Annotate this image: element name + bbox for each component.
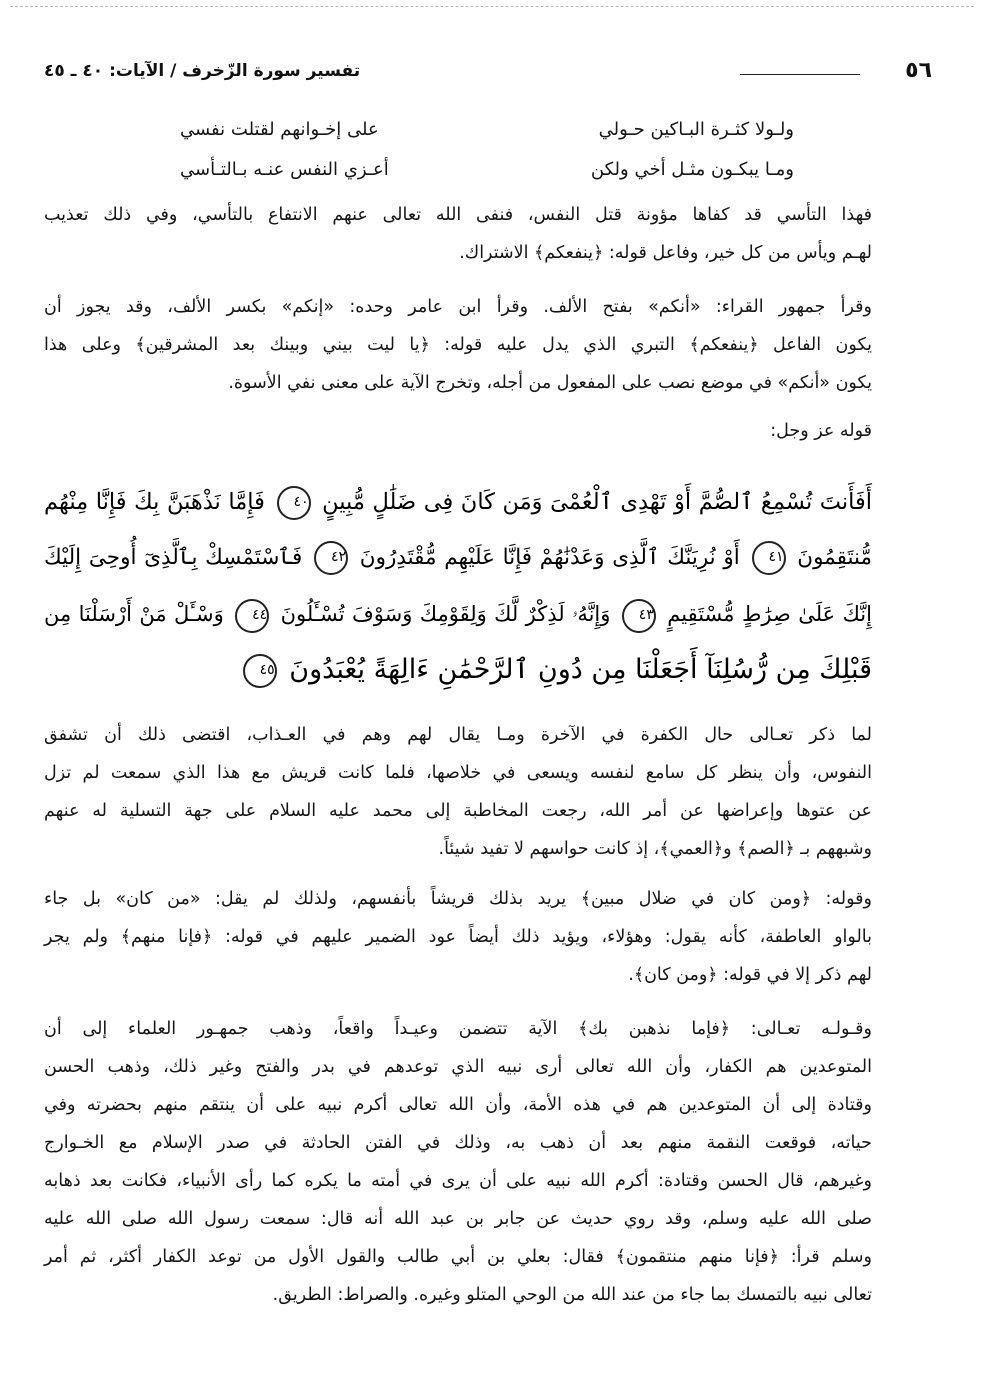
ayah-number: ٤٥ <box>243 654 277 688</box>
poem-verse <box>180 150 794 190</box>
quran-text: وَسْـَٔلْ مَنْ أَرْسَلْنَا مِن <box>44 602 224 626</box>
text-line: تعالى نبيه بالتمسك بما جاء من عند الله من الوحي المتلو وغيره. والصراط: الطريق. <box>272 1285 872 1305</box>
ayah-number: ٤٤ <box>235 599 269 633</box>
quran-line <box>44 586 872 642</box>
quran-text: إِنَّكَ عَلَىٰ صِرَٰطٍ مُّسْتَقِيمٍ <box>667 602 872 626</box>
text-line: يكون «أنكم» في موضع نصب على المفعول من أجله، وتخرج الآية على معنى نفي الأسوة. <box>228 373 872 393</box>
text-line: النفوس، وأن ينظر كل سامع لنفسه ويسعى في خلاصها، فلما كانت قريش مع هذا الذي سمعت لم تزل <box>44 763 872 783</box>
quran-line <box>44 642 872 698</box>
quran-text: فَٱسْتَمْسِكْ بِٱلَّذِىٓ أُوحِىَ إِلَيْكَ <box>44 545 303 570</box>
text-line: صلى الله عليه وسلم، وقد روي حديث عن جابر بن عبد الله أنه قال: سمعت رسول الله صلى الله عليه <box>44 1209 872 1229</box>
header-rule <box>740 74 860 75</box>
text-line: وغيرهم، قال الحسن وقتادة: أكرم الله نبيه على أن يرى في أمته ما يكره كما رأى الأنبياء، فكانت بعد ذهابه <box>44 1171 872 1191</box>
poem-hemistich: ولـولا كثـرة البـاكين حـولي <box>598 119 794 140</box>
page-number: ٥٦ <box>905 58 932 83</box>
text-line: لما ذكر تعـالى حال الكفرة في الآخرة ومـا يقال لهم وهم في العـذاب، اقتضى ذلك أن تشفق <box>44 725 872 745</box>
text-line: وقتادة إلى أن المتوعدين هم في هذه الأمة، وأن الله تعالى أكرم نبيه على أن ينتقم منهم بحضرته وفي <box>44 1095 872 1115</box>
poem-hemistich: أعـزي النفس عنـه بـالتـأسي <box>180 159 389 180</box>
text-line: وقوله: ﴿ومن كان في ضلال مبين﴾ يريد بذلك قريشاً بأنفسهم، ولذلك لم يقل: «من كان» بل جاء <box>44 889 872 909</box>
paragraph <box>44 196 872 272</box>
running-title: تفسير سورة الزّخرف / الآيات: ٤٠ ـ ٤٥ <box>44 61 361 81</box>
paragraph <box>44 288 872 402</box>
quran-text: فَإِمَّا نَذْهَبَنَّ بِكَ فَإِنَّا مِنْهُم <box>44 489 265 515</box>
quran-line <box>44 474 872 530</box>
text-line: لهـم ويأس من كل خير، وفاعل قوله: ﴿ينفعكم﴾ الاشتراك. <box>459 243 872 263</box>
text-line: يكون الفاعل ﴿ينفعكم﴾ التبري الذي يدل عليه قوله: ﴿يا ليت بيني وبينك بعد المشرقين﴾ وعلى هذا <box>44 335 872 355</box>
quran-line <box>44 530 872 586</box>
text-line: وشبههم بـ ﴿الصم﴾ و﴿العمي﴾، إذ كانت حواسهم لا تفيد شيئاً. <box>438 839 872 859</box>
scan-edge <box>10 6 974 7</box>
poem <box>180 110 794 190</box>
text-line: عن عتوها وإعراضها عن أمر الله، رجعت المخاطبة إلى محمد عليه السلام على جهة التسلية له عنهم <box>44 801 872 821</box>
ayah-number: ٤٠ <box>277 486 311 520</box>
text-line: وقـولـه تعـالى: ﴿فإما نذهبن بك﴾ الآية تتضمن وعيـداً واقعاً، وذهب جمهـور العلماء إلى أن <box>44 1019 872 1039</box>
paragraph <box>44 716 872 868</box>
text-line: وقرأ جمهور القراء: «أنكم» بفتح الألف. وقرأ ابن عامر وحده: «إنكم» بكسر الألف، وقد يجوز أن <box>44 297 872 317</box>
text-line: حياته، فوقعت النقمة منهم بعد أن ذهب به، وذلك في الفتن الحادثة في صدر الإسلام مع الخـوارج <box>44 1133 872 1153</box>
quran-text: مُّنتَقِمُونَ <box>797 545 872 570</box>
paragraph <box>44 1010 872 1314</box>
paragraph <box>44 880 872 994</box>
quran-text: أَوْ نُرِيَنَّكَ ٱلَّذِى وَعَدْنَٰهُمْ فَإِنَّا عَلَيْهِم مُّقْتَدِرُونَ <box>359 545 740 570</box>
verse-intro: قوله عز وجل: <box>770 421 872 441</box>
ayah-number: ٤١ <box>752 541 786 575</box>
page-header <box>44 54 932 88</box>
poem-hemistich: ومـا يبكـون مثـل أخي ولكن <box>590 159 794 180</box>
text-line: وسلم قرأ: ﴿فإنا منهم منتقمون﴾ فقال: بعلي بن أبي طالب والقول الأول من توعد الكفار أكثر، ثم أمر <box>44 1247 872 1267</box>
quran-text: قَبْلِكَ مِن رُّسُلِنَآ أَجَعَلْنَا مِن دُونِ ٱلرَّحْمَٰنِ ءَالِهَةً يُعْبَدُونَ <box>289 654 872 685</box>
poem-verse <box>180 110 794 150</box>
text-line: المتوعدين هم الكفار، وأن الله تعالى أرى نبيه الذي توعدهم في بدر والفتح وغير ذلك، وذهب الحسن <box>44 1057 872 1077</box>
ayah-number: ٤٢ <box>314 541 348 575</box>
text-line: فهذا التأسي قد كفاها مؤونة قتل النفس، فنفى الله تعالى عنهم الانتفاع بالتأسي، وفي ذلك تعذيب <box>44 205 872 225</box>
quran-text: أَفَأَنتَ تُسْمِعُ ٱلصُّمَّ أَوْ تَهْدِى ٱلْعُمْىَ وَمَن كَانَ فِى ضَلَٰلٍ مُّبِينٍ <box>322 489 873 515</box>
quran-text: وَإِنَّهُۥ لَذِكْرٌ لَّكَ وَلِقَوْمِكَ وَسَوْفَ تُسْـَٔلُونَ <box>280 602 611 626</box>
text-line: بالواو العاطفة، كأنه يقول: وهؤلاء، ويؤيد ذلك أيضاً عود الضمير عليهم في قوله: ﴿فإنا منهم﴾ ولم يجر <box>44 927 872 947</box>
poem-hemistich: على إخـوانهم لقتلت نفسي <box>180 119 379 140</box>
quran-passage <box>44 474 872 698</box>
text-line: لهم ذكر إلا في قوله: ﴿ومن كان﴾. <box>628 965 872 985</box>
ayah-number: ٤٣ <box>622 599 656 633</box>
